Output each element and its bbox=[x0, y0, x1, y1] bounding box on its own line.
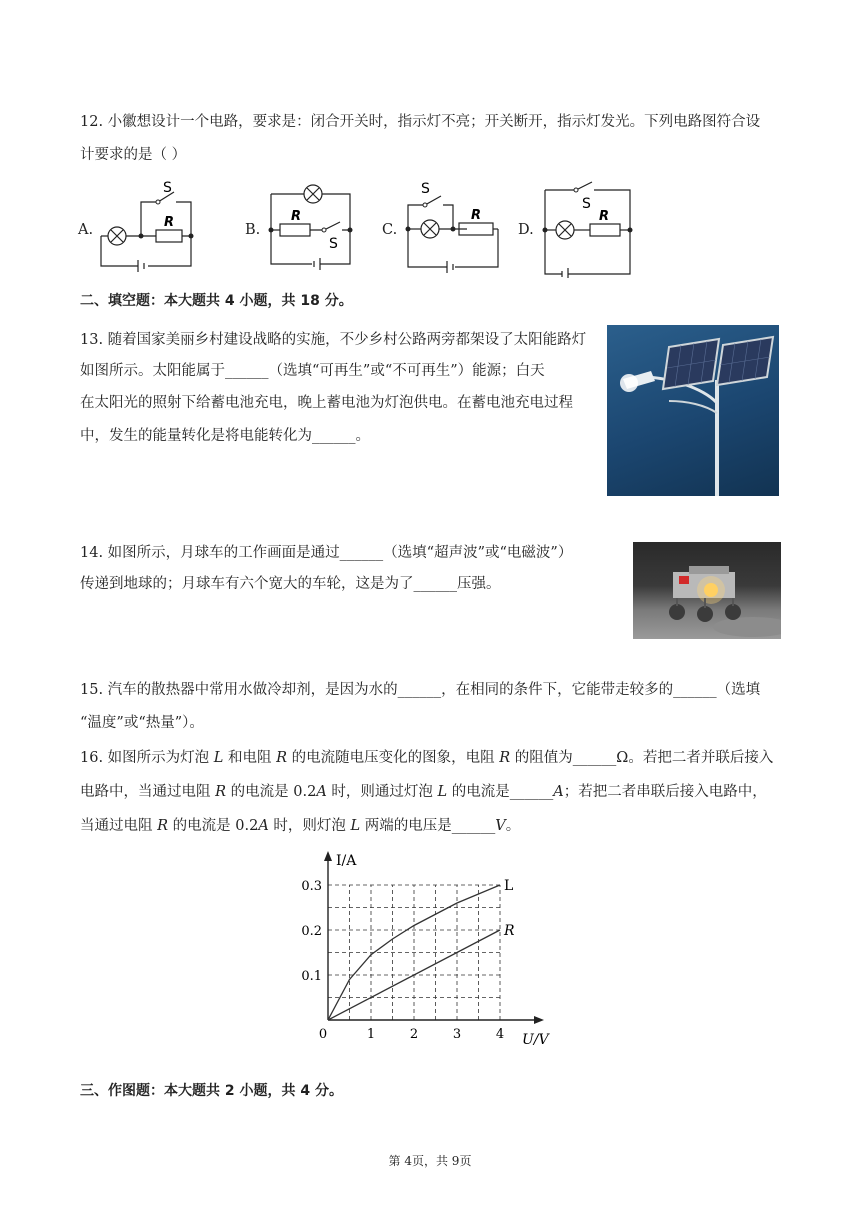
circuit-a-diagram bbox=[96, 178, 196, 274]
section-2-heading: 二、填空题：本大题共 4 小题，共 18 分。 bbox=[80, 293, 353, 309]
q13-line4: 中，发生的能量转化是将电能转化为______。 bbox=[80, 428, 370, 444]
q14-line2: 传递到地球的；月球车有六个宽大的车轮，这是为了______压强。 bbox=[80, 576, 501, 592]
option-d-label: D. bbox=[518, 222, 534, 238]
y-tick-label: 0.2 bbox=[301, 924, 322, 939]
q15-line1: 15. 汽车的散热器中常用水做冷却剂，是因为水的______，在相同的条件下，它能带走较多的______（选填 bbox=[80, 682, 761, 698]
option-a-label: A. bbox=[78, 222, 94, 238]
q12-line2: 计要求的是（ ） bbox=[80, 147, 187, 163]
circuit-d-s: S bbox=[582, 196, 591, 212]
x-axis-label: U/V bbox=[522, 1032, 549, 1048]
lunar-rover-image bbox=[633, 542, 781, 639]
series-label-l: L bbox=[504, 878, 514, 894]
iu-chart bbox=[290, 840, 570, 1052]
y-tick-label: 0.3 bbox=[301, 879, 322, 894]
page-footer: 第 4页，共 9页 bbox=[388, 1154, 472, 1168]
option-c-label: C. bbox=[382, 222, 398, 238]
q16-line2: 电路中，当通过电阻 R 的电流是 0.2A 时，则通过灯泡 L 的电流是______A；若把二者串联后接入电路中， bbox=[80, 784, 767, 800]
q14-line1: 14. 如图所示，月球车的工作画面是通过______（选填“超声波”或“电磁波”） bbox=[80, 545, 573, 561]
x-tick-label: 4 bbox=[495, 1027, 505, 1042]
solar-street-light-image bbox=[607, 325, 779, 496]
circuit-b-s: S bbox=[329, 236, 338, 252]
q13-line3: 在太阳光的照射下给蓄电池充电，晚上蓄电池为灯泡供电。在蓄电池充电过程 bbox=[80, 395, 573, 411]
circuit-d-diagram bbox=[540, 178, 635, 278]
q13-line1: 13. 随着国家美丽乡村建设战略的实施，不少乡村公路两旁都架设了太阳能路灯 bbox=[80, 332, 587, 348]
circuit-d-r: R bbox=[599, 209, 610, 224]
q16-line1: 16. 如图所示为灯泡 L 和电阻 R 的电流随电压变化的图象，电阻 R 的阻值为______Ω。若把二者并联后接入 bbox=[80, 750, 774, 766]
circuit-b-r: R bbox=[291, 209, 302, 224]
option-b-label: B. bbox=[245, 222, 261, 238]
series-label-r: R bbox=[504, 923, 515, 939]
q15-line2: “温度”或“热量”）。 bbox=[80, 715, 204, 731]
q12-line1: 12. 小徽想设计一个电路，要求是：闭合开关时，指示灯不亮；开关断开，指示灯发光。下列电路图符合设 bbox=[80, 114, 761, 130]
y-tick-label: 0.1 bbox=[301, 969, 322, 984]
x-tick-label: 1 bbox=[366, 1027, 376, 1042]
circuit-a-r: R bbox=[164, 215, 175, 230]
section-3-heading: 三、作图题：本大题共 2 小题，共 4 分。 bbox=[80, 1083, 343, 1099]
origin-label: 0 bbox=[318, 1027, 328, 1042]
x-tick-label: 2 bbox=[409, 1027, 419, 1042]
circuit-a-s: S bbox=[163, 180, 172, 196]
x-tick-label: 3 bbox=[452, 1027, 462, 1042]
circuit-c-s: S bbox=[421, 181, 430, 197]
y-axis-arrow bbox=[324, 851, 332, 861]
circuit-c-r: R bbox=[471, 208, 482, 223]
circuit-c-diagram bbox=[403, 177, 503, 273]
q16-line3: 当通过电阻 R 的电流是 0.2A 时，则灯泡 L 两端的电压是______V。 bbox=[80, 818, 521, 834]
circuit-b-diagram bbox=[266, 180, 356, 272]
y-axis-label: I/A bbox=[336, 853, 357, 869]
q13-line2: 如图所示。太阳能属于______（选填“可再生”或“不可再生”）能源；白天 bbox=[80, 363, 545, 379]
x-axis-arrow bbox=[534, 1016, 544, 1024]
